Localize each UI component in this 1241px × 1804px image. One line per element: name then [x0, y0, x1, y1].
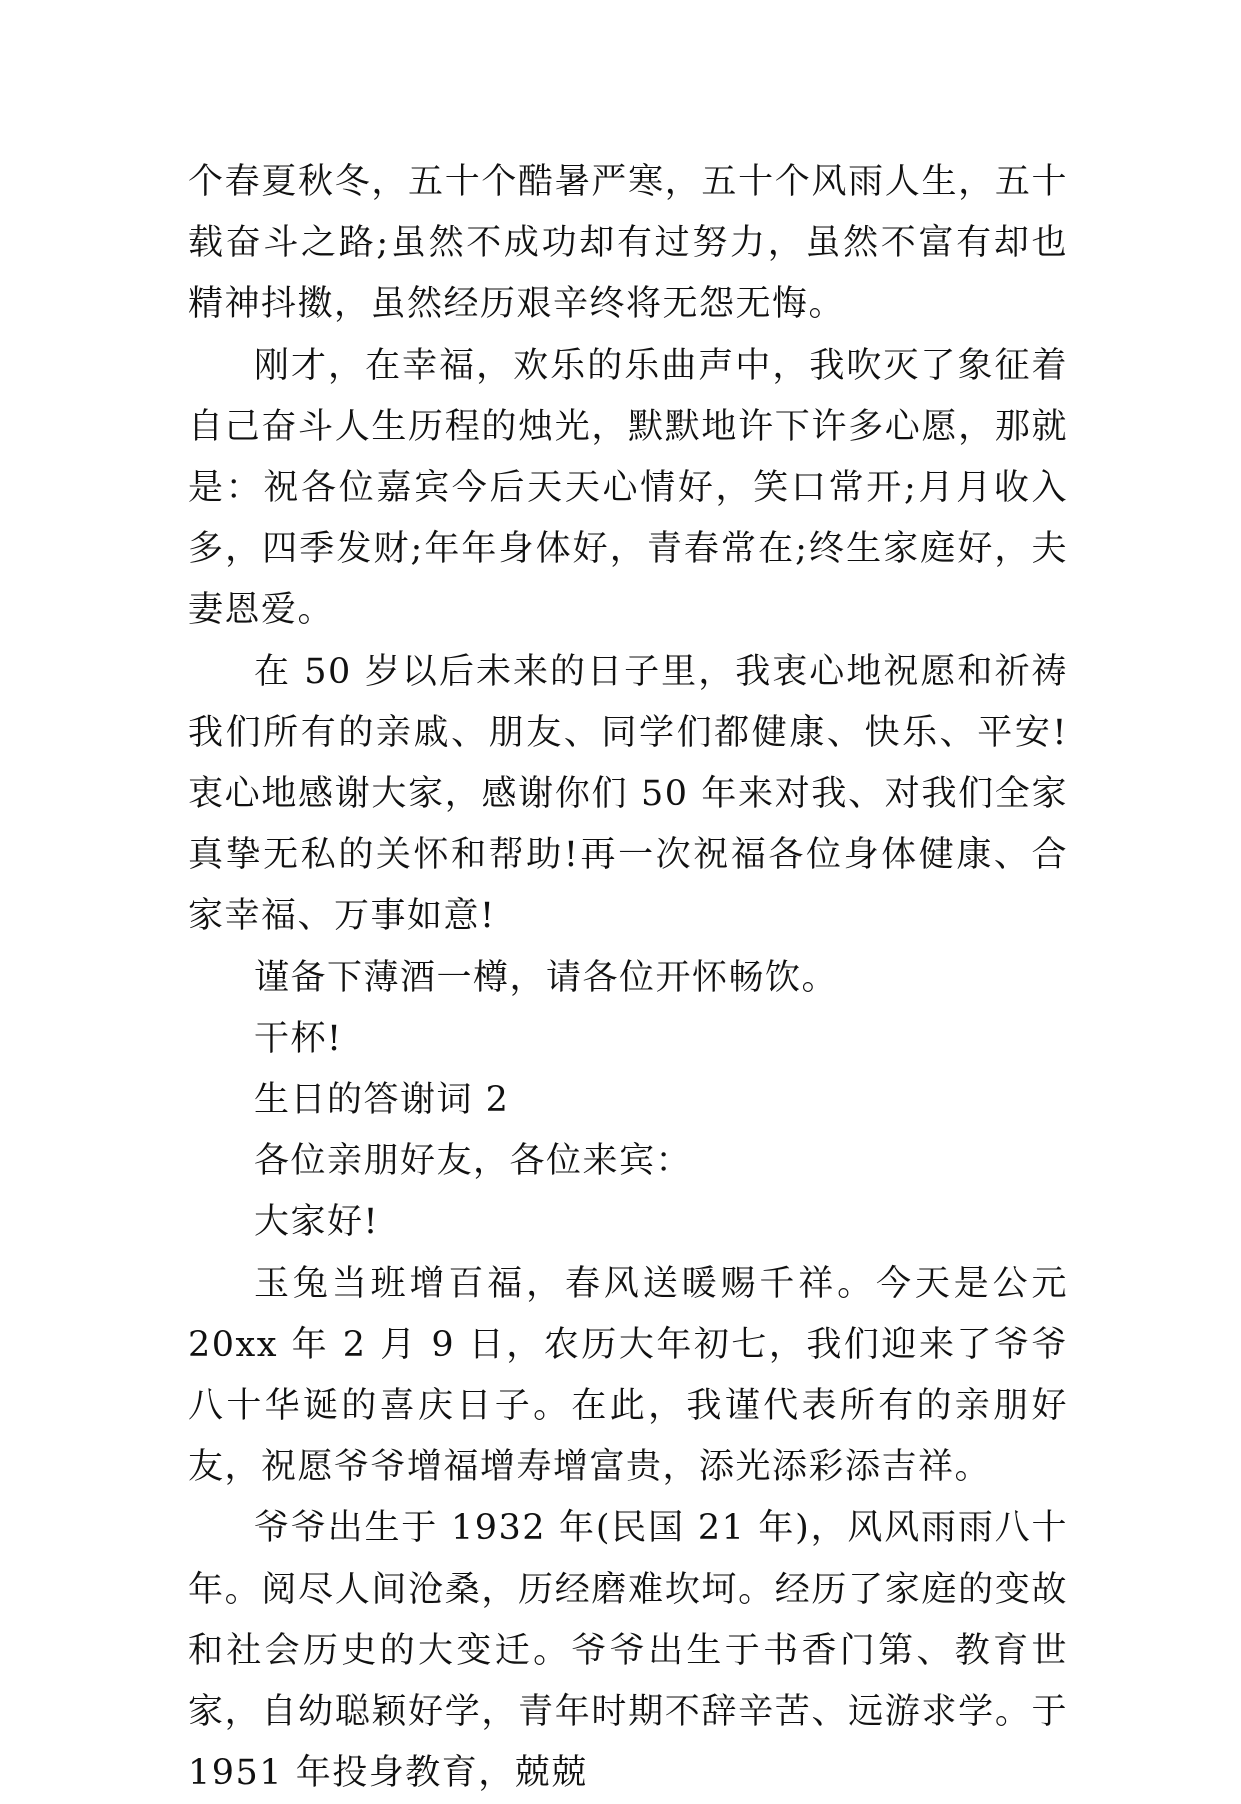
document-body [188, 152, 1068, 1804]
paragraph-5: 干杯! [254, 1018, 343, 1059]
salutation: 各位亲朋好友，各位来宾： [254, 1141, 693, 1182]
section-title: 生日的答谢词 2 [254, 1080, 510, 1121]
paragraph-1: 个春夏秋冬，五十个酷暑严寒，五十个风雨人生，五十载奋斗之路;虽然不成功却有过努力，虽然不富有却也精神抖擞，虽然经历艰辛终将无怨无悔。 [188, 162, 1068, 325]
paragraph-9: 玉兔当班增百福，春风送暖赐千祥。今天是公元 20xx 年 2 月 9 日，农历大年初七，我们迎来了爷爷八十华诞的喜庆日子。在此，我谨代表所有的亲朋好友，祝愿爷爷增福增寿增富贵，添光添彩添吉祥。 [188, 1263, 1068, 1488]
greeting: 大家好! [254, 1202, 380, 1243]
paragraph-3: 在 50 岁以后未来的日子里，我衷心地祝愿和祈祷我们所有的亲戚、朋友、同学们都健康、快乐、平安!衷心地感谢大家，感谢你们 50 年来对我、对我们全家真挚无私的关怀和帮助!再一次祝福各位身体健康、合家幸福、万事如意! [188, 651, 1068, 937]
paragraph-4: 谨备下薄酒一樽，请各位开怀畅饮。 [254, 957, 839, 998]
paragraph-2: 刚才，在幸福，欢乐的乐曲声中，我吹灭了象征着自己奋斗人生历程的烛光，默默地许下许多心愿，那就是：祝各位嘉宾今后天天心情好，笑口常开;月月收入多，四季发财;年年身体好，青春常在;终生家庭好，夫妻恩爱。 [188, 345, 1068, 631]
paragraph-10: 爷爷出生于 1932 年(民国 21 年)，风风雨雨八十年。阅尽人间沧桑，历经磨难坎坷。经历了家庭的变故和社会历史的大变迁。爷爷出生于书香门第、教育世家，自幼聪颖好学，青年时期不辞辛苦、远游求学。于 1951 年投身教育，兢兢 [188, 1508, 1068, 1794]
